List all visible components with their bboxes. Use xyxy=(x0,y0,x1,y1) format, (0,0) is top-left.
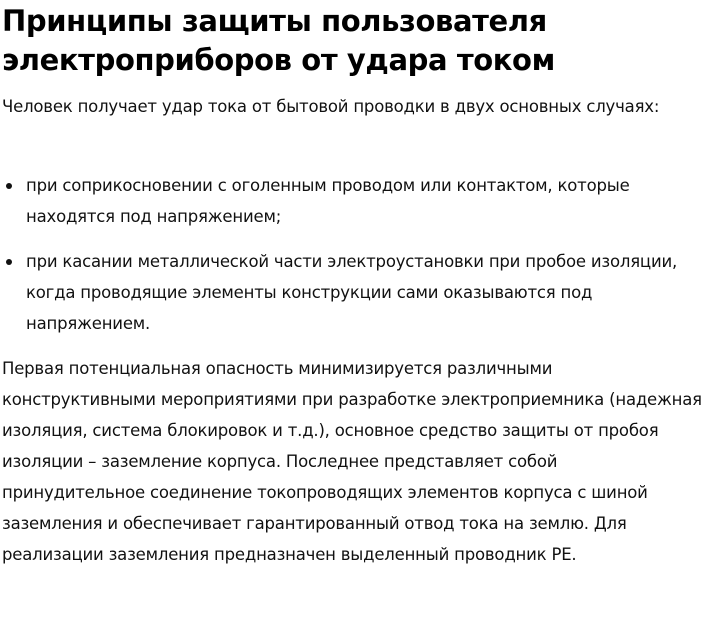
article-title: Принципы защиты пользователя электроприборов от удара током xyxy=(2,4,555,77)
body-paragraph: Первая потенциальная опасность минимизируется различными конструктивными мероприятиями при разработке электроприемника (надежная изоляция, система блокировок и т.д.), основное средство защиты от пробоя изоляции – заземление корпуса. Последнее представляет собой принудительное соединение токопроводящих элементов корпуса с шиной заземления и обеспечивает гарантированный отвод тока на землю. Для реализации заземления предназначен выделенный проводник PE. xyxy=(2,359,702,564)
list-item xyxy=(2,170,703,232)
list-item-text: при касании металлической части электроустановки при пробое изоляции, когда проводящие элементы конструкции сами оказываются под напряжением. xyxy=(26,252,678,333)
list-item xyxy=(2,246,703,339)
bullet-list xyxy=(2,170,703,339)
bullet-icon xyxy=(6,259,12,265)
list-item-text: при соприкосновении с оголенным проводом или контактом, которые находятся под напряжением; xyxy=(26,176,630,226)
bullet-icon xyxy=(6,183,12,189)
intro-text: Человек получает удар тока от бытовой проводки в двух основных случаях: xyxy=(2,97,660,116)
